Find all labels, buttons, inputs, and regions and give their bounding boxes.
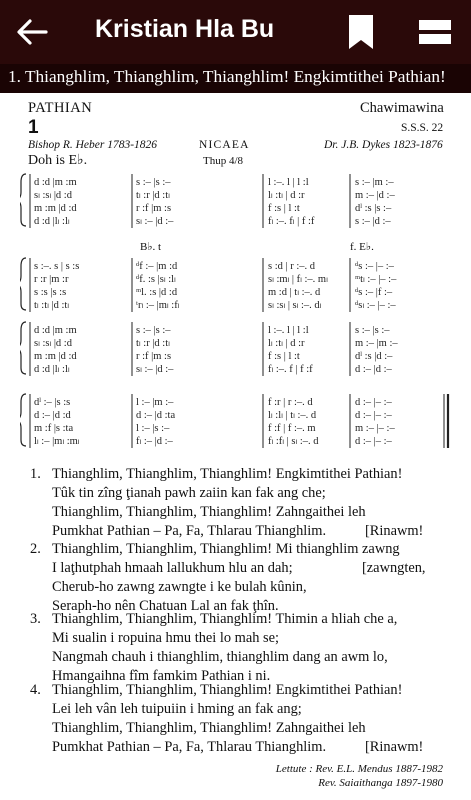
app-title: Kristian Hla Bu bbox=[95, 15, 275, 43]
svg-text:r :f |m :s: r :f |m :s bbox=[136, 203, 172, 214]
section-label: PATHIAN bbox=[28, 100, 93, 116]
verse-line: Lei leh vân leh tuipuiin i hming an fak ang; bbox=[52, 701, 302, 717]
svg-text:f :r | r :–. d: f :r | r :–. d bbox=[268, 397, 313, 408]
verse-tag: [zawngten, bbox=[362, 560, 426, 576]
svg-text:ᵈs :– |f :–: ᵈs :– |f :– bbox=[355, 287, 393, 298]
svg-text:fₗ :fₗ | sₗ :–. d: fₗ :fₗ | sₗ :–. d bbox=[268, 436, 319, 447]
verse-line: Pumkhat Pathian – Pa, Fa, Thlarau Thianghlim. bbox=[52, 523, 327, 539]
svg-text:fₗ :– |d :–: fₗ :– |d :– bbox=[136, 436, 173, 447]
svg-text:m :– |m :–: m :– |m :– bbox=[355, 338, 398, 349]
svg-text:d :– |d :ta: d :– |d :ta bbox=[136, 410, 176, 421]
svg-text:lₗ :tₗ | d :r: lₗ :tₗ | d :r bbox=[268, 190, 305, 201]
svg-text:d :– |– :–: d :– |– :– bbox=[355, 436, 392, 447]
tune-name: NICAEA bbox=[199, 139, 250, 151]
category-label: Chawimawina bbox=[360, 100, 444, 116]
verse-line: Mi sualin i ropuina hmu thei lo mah se; bbox=[52, 630, 280, 646]
svg-text:sₗ :mₗ | fₗ :–. mₗ: sₗ :mₗ | fₗ :–. mₗ bbox=[268, 274, 328, 285]
svg-text:s :–. s | s :s: s :–. s | s :s bbox=[34, 261, 80, 272]
svg-text:s :s |s :s: s :s |s :s bbox=[34, 287, 67, 298]
verse-line: Nangmah chauh i thianghlim, thianghlim dang an awm lo, bbox=[52, 649, 388, 665]
key-signature: Doh is E♭. bbox=[28, 153, 88, 168]
solfa-score bbox=[20, 168, 452, 458]
verse-line: Thianghlim, Thianghlim, Thianghlim! Mi thianghlim zawng bbox=[52, 541, 400, 557]
svg-text:m :m |d :d: m :m |d :d bbox=[34, 351, 77, 362]
author-credit: Bishop R. Heber 1783-1826 bbox=[28, 139, 158, 151]
svg-text:s :d | r :–. d: s :d | r :–. d bbox=[268, 261, 316, 272]
svg-text:m :– |– :–: m :– |– :– bbox=[355, 423, 395, 434]
svg-text:d :d |m :m: d :d |m :m bbox=[34, 325, 77, 336]
time-signature: Thup 4/8 bbox=[203, 155, 244, 167]
svg-text:s :– |m :–: s :– |m :– bbox=[355, 177, 394, 188]
svg-text:ᵐtₗ :– |– :–: ᵐtₗ :– |– :– bbox=[355, 274, 397, 285]
svg-text:m :f |s :ta: m :f |s :ta bbox=[34, 423, 74, 434]
composer-credit: Dr. J.B. Dykes 1823-1876 bbox=[324, 139, 443, 151]
svg-text:tₗ :r |d :tₗ: tₗ :r |d :tₗ bbox=[136, 338, 170, 349]
svg-text:lₗ :lₗ | tₗ :–. d: lₗ :lₗ | tₗ :–. d bbox=[268, 410, 317, 421]
bookmark-icon[interactable] bbox=[346, 14, 376, 50]
svg-text:d :– |d :–: d :– |d :– bbox=[355, 364, 392, 375]
svg-text:r :f |m :s: r :f |m :s bbox=[136, 351, 172, 362]
translator-credit: Rev. Saiaithanga 1897-1980 bbox=[318, 777, 443, 789]
verse-number: 3. bbox=[30, 611, 41, 627]
svg-text:l :–. l | l :l: l :–. l | l :l bbox=[268, 177, 309, 188]
verse-line: Thianghlim, Thianghlim, Thianghlim! Engkimtithei Pathian! bbox=[52, 466, 403, 482]
song-title: 1. Thianghlim, Thianghlim, Thianghlim! Engkimtithei Pathian! bbox=[8, 67, 446, 86]
verse-line: Thianghlim, Thianghlim, Thianghlim! Engkimtithei Pathian! bbox=[52, 682, 403, 698]
svg-text:r :r |m :r: r :r |m :r bbox=[34, 274, 69, 285]
verse-line: Thianghlim, Thianghlim, Thianghlim! Zahngaithei leh bbox=[52, 504, 366, 520]
verse-line: Cherub-ho zawng zawngte i ke bulah kûnin, bbox=[52, 579, 307, 595]
svg-text:s :– |d :–: s :– |d :– bbox=[355, 216, 391, 227]
translator-credit: Lettute : Rev. E.L. Mendus 1887-1982 bbox=[275, 763, 443, 775]
verse-tag: [Rinawm! bbox=[365, 523, 424, 539]
svg-text:ᵗrₗ :– |mₗ :fₗ: ᵗrₗ :– |mₗ :fₗ bbox=[136, 300, 180, 311]
hymn-number: 1 bbox=[28, 117, 39, 138]
verse-line: Seraph-ho nên Chatuan Lal an fak ţhîn. bbox=[52, 598, 279, 614]
svg-text:s :– |s :–: s :– |s :– bbox=[355, 325, 390, 336]
svg-text:d :– |– :–: d :– |– :– bbox=[355, 410, 392, 421]
svg-text:lₗ :tₗ | d :r: lₗ :tₗ | d :r bbox=[268, 338, 305, 349]
svg-text:ᵈf. :s |sₗ :lₗ: ᵈf. :s |sₗ :lₗ bbox=[136, 274, 176, 285]
svg-text:lₗ :– |mₗ :mₗ: lₗ :– |mₗ :mₗ bbox=[34, 436, 80, 447]
svg-text:sₗ :– |d :–: sₗ :– |d :– bbox=[136, 216, 174, 227]
verse-line: Hmangaihna fîm famkim Pathian i ni. bbox=[52, 668, 271, 684]
modulation-label: f. E♭. bbox=[350, 241, 374, 253]
verse-line: Tûk tin zîng ţianah pawh zaiin kan fak ang che; bbox=[52, 485, 326, 501]
svg-text:l :–. l | l :l: l :–. l | l :l bbox=[268, 325, 309, 336]
svg-text:ᵐl. :s |d :d: ᵐl. :s |d :d bbox=[136, 287, 178, 298]
svg-text:fₗ :–. f | f :f: fₗ :–. f | f :f bbox=[268, 364, 313, 375]
svg-text:ᵈsₗ :– |– :–: ᵈsₗ :– |– :– bbox=[355, 300, 396, 311]
svg-text:f :f | f :–. m: f :f | f :–. m bbox=[268, 423, 316, 434]
verse-line: Thianghlim, Thianghlim, Thianghlim! Thimin a hliah che a, bbox=[52, 611, 398, 627]
svg-text:sₗ :sₗ |d :d: sₗ :sₗ |d :d bbox=[34, 190, 72, 201]
svg-text:m :m |d :d: m :m |d :d bbox=[34, 203, 77, 214]
svg-text:s :– |s :–: s :– |s :– bbox=[136, 325, 171, 336]
svg-text:f :s | l :t: f :s | l :t bbox=[268, 351, 300, 362]
svg-text:sₗ :sₗ |d :d: sₗ :sₗ |d :d bbox=[34, 338, 72, 349]
svg-text:dˡ :s |d :–: dˡ :s |d :– bbox=[355, 351, 393, 362]
svg-text:ᵈs :– |– :–: ᵈs :– |– :– bbox=[355, 261, 394, 272]
verse-line: I laţhutphah hmaah lallukhum hlu an dah; bbox=[52, 560, 293, 576]
svg-text:dˡ :– |s :s: dˡ :– |s :s bbox=[34, 397, 71, 408]
svg-text:sₗ :– |d :–: sₗ :– |d :– bbox=[136, 364, 174, 375]
svg-text:l :– |s :–: l :– |s :– bbox=[136, 423, 170, 434]
svg-text:dˡ :s |s :–: dˡ :s |s :– bbox=[355, 203, 392, 214]
svg-text:f :s | l :t: f :s | l :t bbox=[268, 203, 300, 214]
svg-text:m :d | tₗ :–. d: m :d | tₗ :–. d bbox=[268, 287, 321, 298]
svg-text:d :d |m :m: d :d |m :m bbox=[34, 177, 77, 188]
svg-text:tₗ :tₗ |d :tₗ: tₗ :tₗ |d :tₗ bbox=[34, 300, 70, 311]
svg-text:d :– |d :d: d :– |d :d bbox=[34, 410, 71, 421]
verse-line: Thianghlim, Thianghlim, Thianghlim! Zahngaithei leh bbox=[52, 720, 366, 736]
svg-text:s :– |s :–: s :– |s :– bbox=[136, 177, 171, 188]
svg-text:sₗ :sₗ | sₗ :–. dₗ: sₗ :sₗ | sₗ :–. dₗ bbox=[268, 300, 322, 311]
verse-number: 1. bbox=[30, 466, 41, 482]
verse-tag: [Rinawm! bbox=[365, 739, 424, 755]
svg-text:l :– |m :–: l :– |m :– bbox=[136, 397, 174, 408]
modulation-label: B♭. t bbox=[140, 241, 162, 253]
svg-text:d :d |lₗ :lₗ: d :d |lₗ :lₗ bbox=[34, 216, 70, 227]
verse-number: 4. bbox=[30, 682, 41, 698]
svg-text:ᵈf :– |m :d: ᵈf :– |m :d bbox=[136, 261, 178, 272]
arrow-left-icon[interactable] bbox=[14, 16, 50, 48]
svg-text:d :– |– :–: d :– |– :– bbox=[355, 397, 392, 408]
svg-text:fₗ :–. fₗ | f :f: fₗ :–. fₗ | f :f bbox=[268, 216, 315, 227]
verse-number: 2. bbox=[30, 541, 41, 557]
menu-icon[interactable] bbox=[419, 18, 451, 46]
sss-reference: S.S.S. 22 bbox=[401, 122, 444, 134]
svg-text:tₗ :r |d :tₗ: tₗ :r |d :tₗ bbox=[136, 190, 170, 201]
verse-line: Pumkhat Pathian – Pa, Fa, Thlarau Thianghlim. bbox=[52, 739, 327, 755]
svg-text:d :d |lₗ :lₗ: d :d |lₗ :lₗ bbox=[34, 364, 70, 375]
svg-text:m :– |d :–: m :– |d :– bbox=[355, 190, 395, 201]
